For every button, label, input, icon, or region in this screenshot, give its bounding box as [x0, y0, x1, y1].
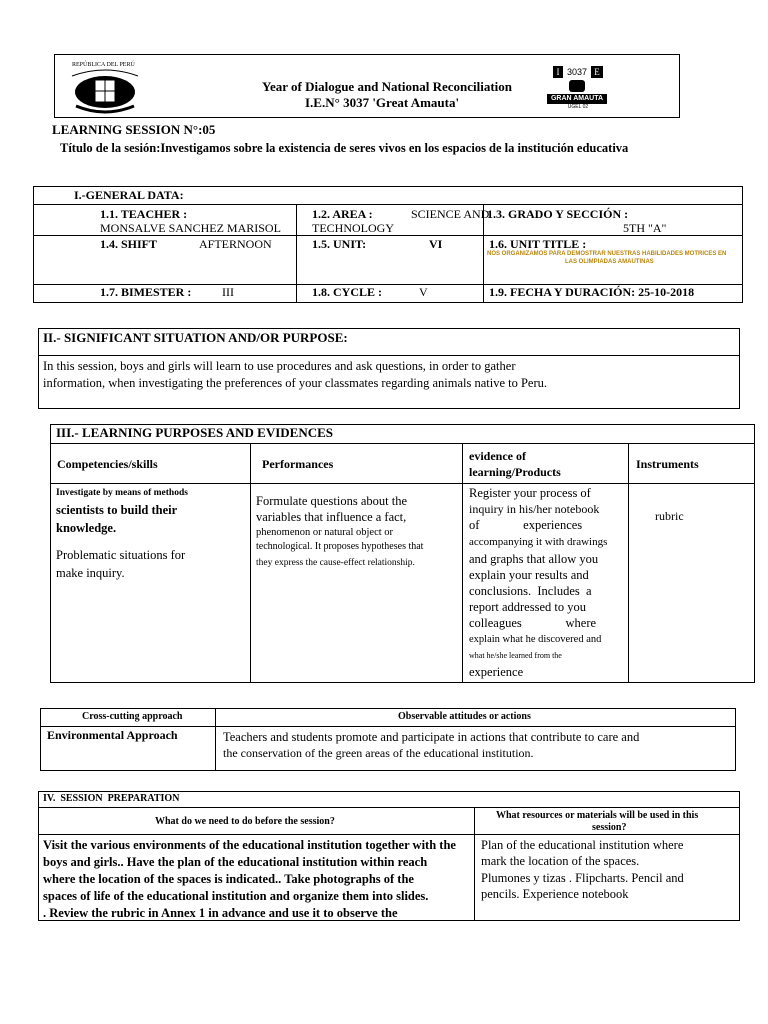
purposes-divider — [50, 483, 755, 484]
situation-line1: In this session, boys and girls will learn to use procedures and ask questions, in order to gather — [43, 359, 516, 373]
prep-right-line: Plan of the educational institution where — [481, 838, 684, 852]
comp-line2: scientists to build their — [56, 503, 178, 517]
general-col-divider — [296, 204, 297, 303]
perf-line2: variables that influence a fact, — [256, 510, 407, 524]
comp-line3: knowledge. — [56, 521, 117, 535]
unit-title-label: 1.6. UNIT TITLE : — [489, 237, 587, 251]
header-line1: Year of Dialogue and National Reconciliation — [262, 79, 513, 94]
teacher-value: MONSALVE SANCHEZ MARISOL — [100, 221, 281, 235]
preparation-col2-b: session? — [592, 822, 627, 833]
bimester-value: III — [222, 285, 234, 299]
logo-letter-e: E — [591, 66, 603, 78]
ev-line10: explain what he discovered and — [469, 634, 602, 645]
prep-right-line: pencils. Experience notebook — [481, 887, 629, 901]
teacher-label: 1.1. TEACHER : — [100, 207, 188, 221]
coat-of-arms-logo — [62, 62, 148, 114]
prep-left-line: . Review the rubric in Annex 1 in advance and use it to observe the — [43, 906, 398, 920]
preparation-col1: What do we need to do before the session? — [155, 816, 335, 827]
ev-line8: report addressed to you — [469, 600, 586, 614]
crosscutting-col-divider — [215, 708, 216, 771]
crosscutting-divider — [40, 726, 736, 727]
preparation-heading: IV. SESSION PREPARATION — [43, 793, 180, 804]
situation-line2: information, when investigating the preferences of your classmates regarding animals native to Peru. — [43, 376, 548, 390]
general-data-heading: I.-GENERAL DATA: — [74, 188, 184, 202]
purposes-divider — [50, 443, 755, 444]
cycle-label: 1.8. CYCLE : — [312, 285, 383, 299]
comp-line5: make inquiry. — [56, 566, 125, 580]
logo-sub: UGEL 02 — [567, 104, 589, 110]
area-value-1: SCIENCE AND — [411, 207, 490, 221]
general-row-divider — [33, 235, 743, 236]
logo-letter-i: I — [553, 66, 563, 78]
purposes-col-divider — [462, 443, 463, 683]
crosscutting-line1: Teachers and students promote and participate in actions that contribute to care and — [223, 730, 640, 744]
bimester-label: 1.7. BIMESTER : — [100, 285, 192, 299]
prep-left-line: spaces of life of the educational institution and organize them into slides. — [43, 889, 429, 903]
unit-label: 1.5. UNIT: — [312, 237, 367, 251]
perf-line5: they express the cause-effect relationship. — [256, 558, 415, 568]
shift-label: 1.4. SHIFT — [100, 237, 158, 251]
school-logo — [545, 64, 611, 110]
purposes-col-divider — [250, 443, 251, 683]
date-label: 1.9. FECHA Y DURACIÓN: 25-10-2018 — [489, 285, 695, 299]
logo-emblem — [569, 80, 585, 92]
logo-name: GRAN AMAUTA — [547, 94, 607, 104]
preparation-col-divider — [474, 807, 475, 921]
prep-right-line: Plumones y tizas . Flipcharts. Pencil and — [481, 871, 684, 885]
prep-right-line: mark the location of the spaces. — [481, 854, 640, 868]
logo-number: 3037 — [566, 67, 588, 77]
col-competencies: Competencies/skills — [57, 457, 158, 471]
ev-line4: accompanying it with drawings — [469, 536, 608, 548]
situation-heading: II.- SIGNIFICANT SITUATION AND/OR PURPOSE: — [43, 330, 348, 345]
perf-line4: technological. It proposes hypotheses that — [256, 541, 424, 552]
session-title: Título de la sesión:Investigamos sobre la existencia de seres vivos en los espacios de la institución educativa — [60, 141, 629, 155]
ev-line6: explain your results and — [469, 568, 589, 582]
prep-left-line: boys and girls.. Have the plan of the educational institution within reach — [43, 855, 428, 869]
col-evidence-1: evidence of — [469, 449, 526, 463]
ev-line3: of experiences — [469, 518, 583, 532]
instrument-rubric: rubric — [655, 509, 684, 523]
ev-line11: what he/she learned from the — [469, 651, 562, 660]
col-evidence-2: learning/Products — [469, 465, 561, 479]
preparation-col2-a: What resources or materials will be used in this — [496, 810, 699, 821]
grade-label: 1.3. GRADO Y SECCIÓN : — [487, 207, 629, 221]
session-number: LEARNING SESSION N°:05 — [52, 122, 216, 137]
unit-title-value-2: LAS OLIMPIADAS AMAUTINAS — [565, 259, 654, 265]
unit-value: VI — [429, 237, 443, 251]
preparation-divider — [38, 834, 740, 835]
purposes-heading: III.- LEARNING PURPOSES AND EVIDENCES — [56, 425, 334, 440]
crosscutting-col2: Observable attitudes or actions — [398, 711, 531, 722]
perf-line1: Formulate questions about the — [256, 494, 408, 508]
grade-value: 5TH "A" — [623, 221, 667, 235]
comp-line1: Investigate by means of methods — [56, 488, 188, 498]
ev-line1: Register your process of — [469, 486, 591, 500]
situation-divider — [38, 355, 740, 356]
shift-value: AFTERNOON — [199, 237, 272, 251]
ev-line12: experience — [469, 665, 524, 679]
cycle-value: V — [419, 285, 428, 299]
crosscutting-col1: Cross-cutting approach — [82, 711, 183, 722]
ev-line9: colleagues where — [469, 616, 597, 630]
header-line2: I.E.N° 3037 'Great Amauta' — [305, 95, 460, 110]
general-row-divider — [33, 204, 743, 205]
unit-title-value-1: NOS ORGANIZAMOS PARA DEMOSTRAR NUESTRAS HABILIDADES MOTRICES EN — [487, 251, 727, 257]
left-logo-text: REPÚBLICA DEL PERÚ — [72, 62, 135, 68]
perf-line3: phenomenon or natural object or — [256, 527, 394, 538]
area-label: 1.2. AREA : — [312, 207, 373, 221]
prep-left-line: Visit the various environments of the educational institution together with the — [43, 838, 456, 852]
purposes-col-divider — [628, 443, 629, 683]
crosscutting-line2: the conservation of the green areas of the educational institution. — [223, 746, 534, 760]
ev-line7: conclusions. Includes a — [469, 584, 592, 598]
prep-left-line: where the location of the spaces is indicated.. Take photographs of the — [43, 872, 414, 886]
comp-line4: Problematic situations for — [56, 548, 186, 562]
ev-line5: and graphs that allow you — [469, 552, 599, 566]
col-performances: Performances — [262, 457, 334, 471]
crosscutting-approach: Environmental Approach — [47, 728, 178, 742]
preparation-divider — [38, 807, 740, 808]
col-instruments: Instruments — [636, 457, 699, 471]
area-value-2: TECHNOLOGY — [312, 221, 394, 235]
ev-line2: inquiry in his/her notebook — [469, 502, 600, 516]
